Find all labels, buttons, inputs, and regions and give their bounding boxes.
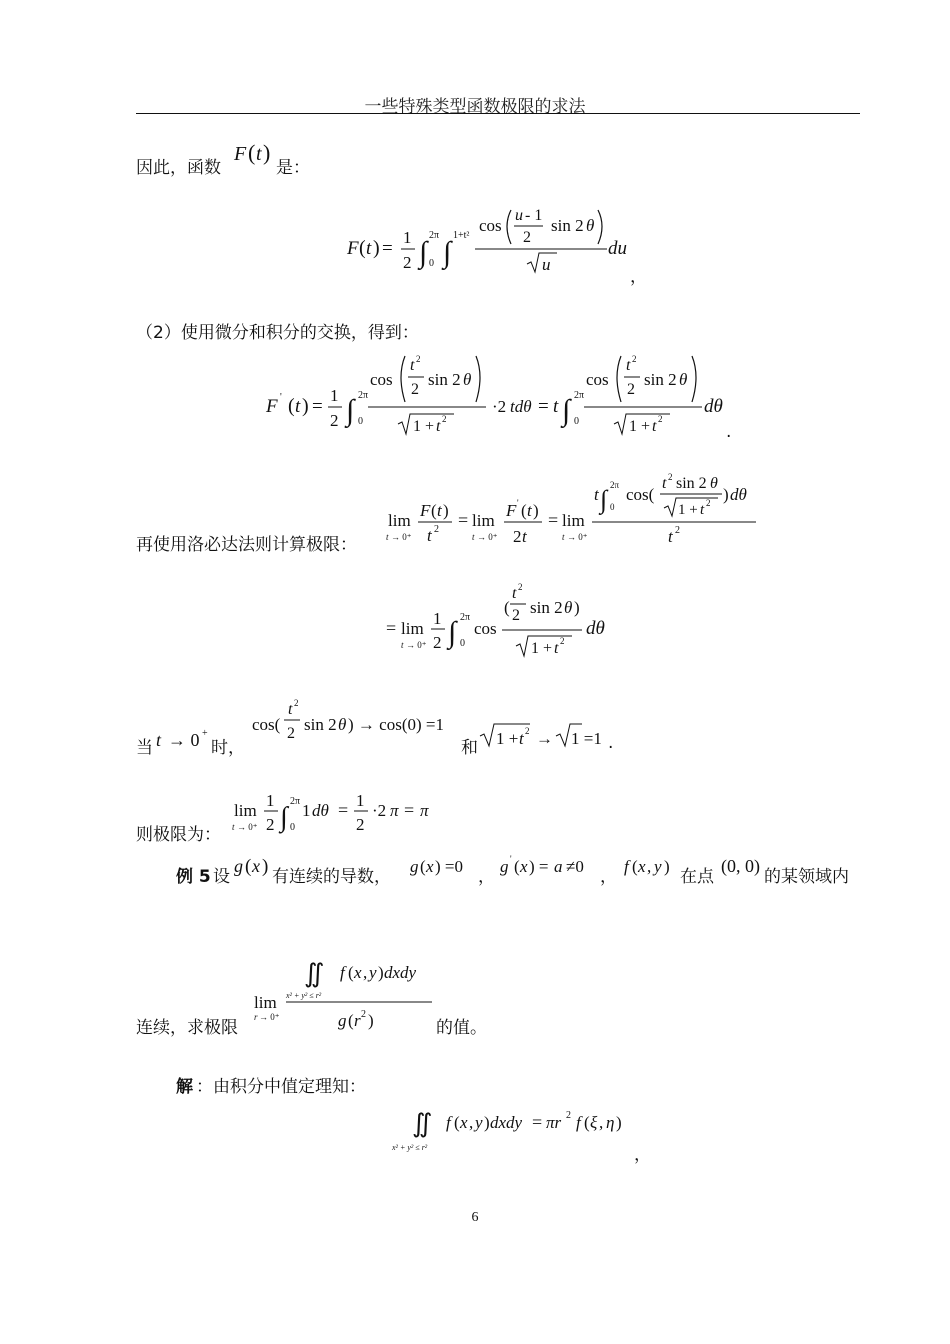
svg-text:→ 0: → 0 [168, 730, 200, 750]
svg-text:2: 2 [442, 414, 447, 424]
svg-text:∬: ∬ [412, 1109, 433, 1138]
svg-text:2π: 2π [610, 480, 620, 490]
svg-text:=: = [382, 238, 393, 259]
svg-text:θ: θ [679, 370, 688, 389]
svg-text:∫: ∫ [443, 236, 452, 269]
svg-text:(: ( [504, 598, 510, 617]
svg-text:t: t [436, 418, 441, 435]
svg-text:1: 1 [266, 791, 275, 810]
svg-text:lim: lim [401, 619, 424, 638]
svg-text:y: y [369, 963, 377, 982]
svg-text:(: ( [288, 395, 295, 417]
svg-text:1: 1 [403, 228, 412, 247]
svg-text:2: 2 [706, 498, 711, 508]
svg-text:·2: ·2 [492, 397, 507, 416]
svg-text:t: t [256, 143, 262, 165]
svg-text:1 +: 1 + [496, 729, 519, 748]
svg-text:t: t [553, 396, 559, 417]
svg-text:(: ( [348, 1011, 354, 1030]
svg-text:): ) [616, 1113, 622, 1132]
svg-text:): ) [574, 598, 580, 617]
svg-text:,: , [363, 963, 368, 982]
svg-text:lim: lim [254, 993, 277, 1012]
svg-text:ξ: ξ [590, 1113, 598, 1132]
svg-text:(: ( [632, 857, 638, 876]
svg-text:2: 2 [433, 633, 442, 652]
svg-text:t: t [401, 640, 404, 650]
svg-text:→ 0⁺: → 0⁺ [259, 1012, 280, 1022]
svg-text:,: , [469, 1113, 474, 1132]
formula-point-origin [719, 850, 765, 880]
svg-text:2π: 2π [460, 612, 471, 623]
svg-text:0: 0 [290, 822, 295, 833]
svg-text:sin 2: sin 2 [304, 715, 337, 734]
text-find-limit: 连续，求极限 [136, 1018, 238, 1038]
svg-text:2: 2 [294, 698, 299, 708]
text-mean-value-theorem: ：由积分中值定理知： [196, 1077, 366, 1097]
svg-text:) =: ) = [529, 857, 549, 876]
svg-text:cos: cos [586, 370, 609, 389]
svg-text:2: 2 [434, 524, 439, 535]
svg-text:g: g [500, 857, 509, 876]
svg-text:1: 1 [356, 791, 365, 810]
svg-text:x² + y² ≤ r²: x² + y² ≤ r² [286, 991, 322, 1000]
svg-text:t: t [437, 501, 442, 520]
formula-g-prime [498, 850, 602, 880]
svg-text:r: r [354, 1011, 361, 1030]
svg-text:cos(: cos( [252, 715, 281, 734]
period-2: . [608, 733, 614, 753]
svg-text:0: 0 [429, 258, 434, 269]
svg-text:g: g [338, 1011, 347, 1030]
svg-text:dθ: dθ [730, 485, 747, 504]
svg-text:': ' [510, 854, 512, 864]
svg-text:→ 0⁺: → 0⁺ [391, 532, 412, 542]
formula-F-of-t-inline [232, 134, 278, 170]
svg-text:x: x [638, 857, 646, 876]
formula-t-to-zero [154, 722, 214, 752]
svg-text:sin 2: sin 2 [428, 370, 461, 389]
svg-text:cos: cos [474, 619, 497, 638]
svg-text:2: 2 [513, 527, 522, 546]
svg-text:2π: 2π [290, 796, 301, 807]
formula-f-xy [622, 850, 682, 880]
svg-text:1: 1 [302, 801, 311, 820]
svg-text:2: 2 [512, 607, 520, 624]
svg-text:(: ( [584, 1113, 590, 1132]
text-lhopital-rule: 再使用洛必达法则计算极限： [136, 535, 357, 555]
svg-text:=: = [548, 510, 559, 530]
svg-text:f: f [340, 963, 345, 982]
formula-sqrt-limit [478, 718, 618, 752]
svg-text:): ) [664, 857, 670, 876]
svg-text:θ: θ [586, 216, 595, 235]
svg-text:(: ( [454, 1113, 460, 1132]
comma-sep-2: ， [600, 867, 617, 887]
svg-text:0: 0 [460, 638, 465, 649]
text-therefore-function: 因此，函数 [136, 158, 221, 178]
svg-text:=: = [532, 1112, 543, 1132]
svg-text:) → cos(0) =1: ) → cos(0) =1 [348, 715, 444, 734]
example-5-label: 例 5 [176, 867, 211, 887]
svg-text:y: y [654, 857, 662, 876]
svg-text:t: t [527, 501, 532, 520]
svg-text:u: u [542, 255, 551, 274]
svg-text:(: ( [514, 857, 520, 876]
svg-text:2: 2 [330, 411, 339, 430]
svg-text:2: 2 [668, 472, 673, 482]
svg-text:→ 0⁺: → 0⁺ [477, 532, 498, 542]
svg-text:2: 2 [658, 414, 663, 424]
svg-text:- 1: - 1 [525, 207, 543, 224]
comma: ， [630, 267, 647, 287]
svg-text:lim: lim [234, 801, 257, 820]
svg-text:∫: ∫ [600, 485, 608, 514]
svg-text:=: = [338, 800, 349, 820]
svg-text:→ 0⁺: → 0⁺ [567, 532, 588, 542]
svg-text:t: t [554, 640, 559, 657]
svg-text:(: ( [348, 963, 354, 982]
svg-text:cos: cos [479, 216, 502, 235]
svg-text:cos: cos [370, 370, 393, 389]
svg-text:·2: ·2 [372, 801, 387, 820]
svg-text:): ) [262, 856, 269, 877]
svg-text:θ: θ [564, 598, 573, 617]
svg-text:0: 0 [574, 416, 579, 427]
svg-text:sin 2: sin 2 [644, 370, 677, 389]
svg-text:2: 2 [675, 525, 680, 536]
svg-text:1 +: 1 + [629, 418, 651, 435]
svg-text:∫: ∫ [448, 616, 457, 649]
formula-mean-value [390, 1100, 646, 1156]
svg-text:→ 0⁺: → 0⁺ [237, 822, 258, 832]
svg-text:) =0: ) =0 [435, 857, 463, 876]
svg-text:1: 1 [330, 386, 339, 405]
svg-text:(: ( [521, 501, 527, 520]
svg-text:,: , [647, 857, 652, 876]
svg-text:∬: ∬ [304, 959, 325, 988]
svg-text:2: 2 [266, 815, 275, 834]
svg-text:dθ: dθ [586, 618, 605, 639]
svg-text:): ) [373, 237, 380, 259]
svg-text:y: y [475, 1113, 483, 1132]
svg-text:F: F [234, 143, 247, 165]
svg-text:0: 0 [610, 502, 615, 512]
svg-text:': ' [517, 498, 519, 508]
svg-text:t: t [519, 729, 524, 748]
comma-final: ， [634, 1145, 651, 1165]
svg-text:≠0: ≠0 [566, 857, 584, 876]
svg-text:): ) [302, 395, 309, 417]
svg-text:=: = [386, 618, 397, 638]
svg-text:1+t²: 1+t² [453, 230, 470, 241]
svg-text:): ) [533, 501, 539, 520]
svg-text:F: F [266, 396, 278, 417]
svg-text:=: = [458, 510, 469, 530]
svg-text:θ: θ [710, 475, 718, 492]
svg-text:πr: πr [546, 1113, 562, 1132]
svg-text:2: 2 [523, 229, 531, 246]
svg-text:x: x [426, 857, 434, 876]
svg-text:f: f [576, 1113, 581, 1132]
svg-text:1 +: 1 + [678, 502, 698, 518]
header-rule [136, 113, 860, 114]
svg-text:,: , [599, 1113, 604, 1132]
svg-text:∫: ∫ [562, 394, 571, 427]
svg-text:F: F [347, 238, 359, 259]
formula-lhopital-limit [386, 466, 766, 552]
svg-text:∫: ∫ [419, 236, 428, 269]
svg-text:1 =1: 1 =1 [571, 729, 602, 748]
svg-text:t: t [472, 532, 475, 542]
running-header: 一些特殊类型函数极限的求法 [364, 97, 586, 117]
svg-text:(: ( [245, 856, 252, 877]
svg-text:a: a [554, 857, 563, 876]
svg-text:t: t [386, 532, 389, 542]
svg-text:→ 0⁺: → 0⁺ [406, 640, 427, 650]
svg-text:(: ( [431, 501, 437, 520]
svg-text:sin 2: sin 2 [676, 475, 707, 492]
svg-text:2: 2 [560, 636, 565, 646]
svg-text:x: x [252, 856, 260, 876]
svg-text:t: t [427, 526, 432, 545]
svg-text:dxdy: dxdy [384, 963, 417, 982]
svg-text:=: = [404, 800, 415, 820]
svg-text:x: x [460, 1113, 468, 1132]
formula-g-zero [408, 850, 480, 880]
text-at-point: 在点 [680, 867, 714, 887]
svg-text:2π: 2π [574, 390, 585, 401]
svg-text:t: t [288, 701, 293, 718]
svg-text:x: x [354, 963, 362, 982]
svg-text:F: F [420, 501, 431, 520]
svg-text:t: t [626, 357, 631, 374]
svg-text:): ) [723, 485, 729, 504]
svg-text:2: 2 [356, 815, 365, 834]
svg-text:lim: lim [388, 511, 411, 530]
svg-text:2: 2 [416, 354, 421, 364]
formula-F-derivative [264, 352, 734, 444]
svg-text:2: 2 [566, 1110, 571, 1121]
svg-text:): ) [263, 140, 271, 165]
text-is: 是： [276, 158, 310, 178]
svg-text:π: π [420, 801, 429, 820]
text-neighborhood: 的某领域内 [764, 867, 849, 887]
svg-text:g: g [410, 857, 419, 876]
period: . [726, 422, 732, 442]
svg-text:): ) [378, 963, 384, 982]
svg-text:lim: lim [472, 511, 495, 530]
formula-F-definition [345, 198, 635, 280]
svg-text:du: du [608, 238, 627, 259]
svg-text:x² + y² ≤ r²: x² + y² ≤ r² [392, 1143, 428, 1152]
svg-text:sin 2: sin 2 [551, 216, 584, 235]
svg-text:t: t [366, 238, 372, 259]
svg-text:∫: ∫ [346, 394, 355, 427]
svg-text:f: f [624, 857, 629, 876]
text-and: 和 [461, 738, 478, 758]
svg-text:t: t [652, 418, 657, 435]
svg-text:θ: θ [338, 715, 347, 734]
text-when: 当 [136, 738, 153, 758]
svg-text:θ: θ [463, 370, 472, 389]
svg-text:t: t [668, 527, 673, 546]
svg-text:2: 2 [361, 1009, 366, 1020]
svg-text:t: t [562, 532, 565, 542]
svg-text:': ' [280, 392, 282, 403]
svg-text:t: t [662, 475, 667, 492]
svg-text:1 +: 1 + [531, 640, 553, 657]
text-continuous-derivative: 有连续的导数， [272, 867, 391, 887]
svg-text:2: 2 [627, 381, 635, 398]
svg-text:η: η [606, 1113, 615, 1132]
svg-text:∫: ∫ [280, 802, 288, 833]
svg-text:F: F [506, 501, 517, 520]
svg-text:): ) [443, 501, 449, 520]
svg-text:t: t [700, 502, 705, 518]
svg-text:f: f [446, 1113, 451, 1132]
svg-text:g: g [234, 856, 243, 876]
svg-text:lim: lim [562, 511, 585, 530]
svg-text:2: 2 [287, 725, 295, 742]
text-time: 时， [211, 738, 245, 758]
svg-text:r: r [254, 1012, 258, 1022]
svg-text:t: t [522, 527, 527, 546]
svg-text:2: 2 [411, 381, 419, 398]
formula-cos-limit [250, 696, 462, 754]
svg-text:=: = [538, 396, 549, 417]
svg-text:→: → [536, 729, 553, 748]
formula-limit-result [230, 786, 440, 838]
svg-text:(0, 0): (0, 0) [721, 856, 760, 876]
svg-text:(: ( [248, 140, 256, 165]
svg-text:sin 2: sin 2 [530, 598, 563, 617]
svg-text:π: π [390, 801, 399, 820]
svg-text:): ) [484, 1113, 490, 1132]
page-number: 6 [471, 1210, 479, 1225]
svg-text:2: 2 [525, 726, 530, 736]
svg-text:=: = [312, 396, 323, 417]
svg-text:dxdy: dxdy [490, 1113, 523, 1132]
svg-text:dθ: dθ [312, 801, 329, 820]
solution-label: 解 [176, 1077, 193, 1097]
text-exchange-differentiation: （2）使用微分和积分的交换，得到： [136, 323, 419, 343]
svg-text:t: t [410, 357, 415, 374]
svg-text:x: x [520, 857, 528, 876]
svg-text:1: 1 [433, 609, 442, 628]
text-value-of: 的值。 [436, 1018, 487, 1038]
svg-text:cos(: cos( [626, 485, 655, 504]
svg-text:t: t [156, 730, 162, 750]
svg-text:dθ: dθ [704, 396, 723, 417]
svg-text:2: 2 [632, 354, 637, 364]
svg-text:tdθ: tdθ [510, 397, 532, 416]
svg-text:2π: 2π [358, 390, 369, 401]
svg-text:(: ( [359, 237, 366, 259]
svg-text:+: + [202, 728, 208, 739]
svg-text:u: u [515, 207, 523, 224]
svg-text:2: 2 [403, 253, 412, 272]
svg-text:t: t [295, 396, 301, 417]
svg-text:2π: 2π [429, 230, 440, 241]
svg-text:): ) [368, 1011, 374, 1030]
formula-g-of-x [232, 850, 274, 880]
svg-text:0: 0 [358, 416, 363, 427]
text-limit-is: 则极限为： [136, 825, 221, 845]
text-let: 设 [213, 867, 230, 887]
svg-text:t: t [512, 585, 517, 602]
comma-sep-1: ， [478, 867, 495, 887]
svg-text:2: 2 [518, 582, 523, 592]
formula-limit-continued [386, 582, 616, 660]
formula-double-integral-limit [252, 954, 438, 1036]
svg-text:t: t [232, 822, 235, 832]
svg-text:t: t [594, 485, 599, 504]
svg-text:(: ( [420, 857, 426, 876]
svg-text:1 +: 1 + [413, 418, 435, 435]
